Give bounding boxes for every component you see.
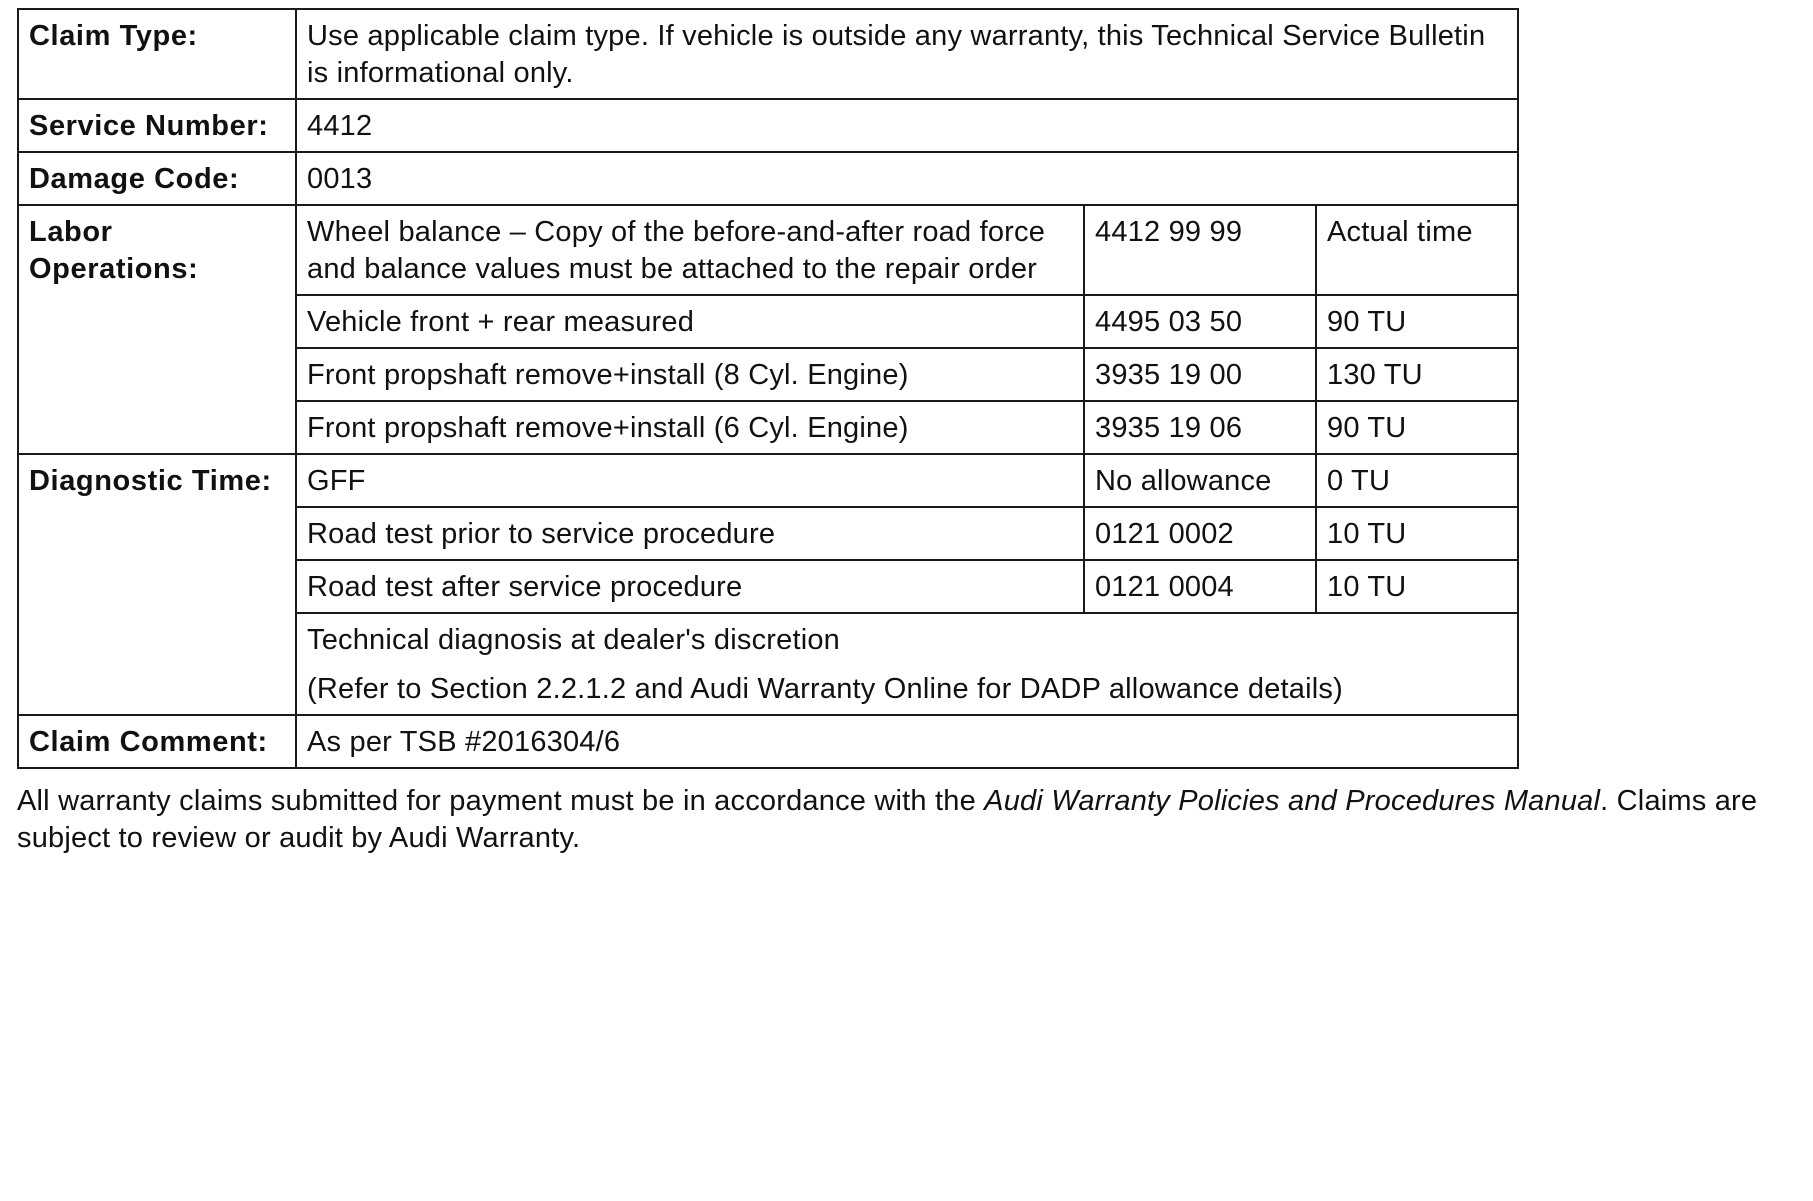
warranty-footer-note	[17, 783, 1797, 857]
claim-type-value: Use applicable claim type. If vehicle is outside any warranty, this Technical Service Bulletin is informational only.	[296, 9, 1518, 99]
claim-type-row	[18, 9, 1518, 99]
diagnostic-row	[18, 454, 1518, 507]
labor-code: 3935 19 00	[1084, 348, 1316, 401]
diagnostic-note-line1: Technical diagnosis at dealer's discretion	[307, 624, 841, 656]
diagnostic-time-label: Diagnostic Time:	[18, 454, 296, 715]
diagnostic-time: 10 TU	[1316, 507, 1518, 560]
diagnostic-description: Road test prior to service procedure	[296, 507, 1084, 560]
claim-table	[17, 8, 1519, 769]
claim-comment-value: As per TSB #2016304/6	[296, 715, 1518, 768]
labor-time: 130 TU	[1316, 348, 1518, 401]
labor-time: 90 TU	[1316, 295, 1518, 348]
claim-type-label: Claim Type:	[18, 9, 296, 99]
damage-code-value: 0013	[296, 152, 1518, 205]
diagnostic-code: 0121 0002	[1084, 507, 1316, 560]
diagnostic-code: 0121 0004	[1084, 560, 1316, 613]
labor-time: 90 TU	[1316, 401, 1518, 454]
diagnostic-note-line2: (Refer to Section 2.2.1.2 and Audi Warranty Online for DADP allowance details)	[307, 673, 1343, 705]
warranty-document	[17, 8, 1797, 886]
labor-description: Wheel balance – Copy of the before-and-after road force and balance values must be attached to the repair order	[296, 205, 1084, 295]
damage-code-label: Damage Code:	[18, 152, 296, 205]
footer-text-after: . Claims are subject to review or audit by Audi Warranty.	[17, 785, 1758, 854]
diagnostic-code: No allowance	[1084, 454, 1316, 507]
labor-description: Front propshaft remove+install (6 Cyl. Engine)	[296, 401, 1084, 454]
labor-row	[18, 205, 1518, 295]
labor-time: Actual time	[1316, 205, 1518, 295]
service-number-row	[18, 99, 1518, 152]
labor-code: 4495 03 50	[1084, 295, 1316, 348]
claim-comment-label: Claim Comment:	[18, 715, 296, 768]
diagnostic-description: GFF	[296, 454, 1084, 507]
diagnostic-note	[296, 613, 1518, 715]
diagnostic-time: 10 TU	[1316, 560, 1518, 613]
footer-manual-title: Audi Warranty Policies and Procedures Manual	[984, 785, 1601, 817]
labor-operations-label: Labor Operations:	[18, 205, 296, 454]
diagnostic-time: 0 TU	[1316, 454, 1518, 507]
labor-code: 3935 19 06	[1084, 401, 1316, 454]
labor-code: 4412 99 99	[1084, 205, 1316, 295]
service-number-value: 4412	[296, 99, 1518, 152]
diagnostic-description: Road test after service procedure	[296, 560, 1084, 613]
footer-text-before: All warranty claims submitted for payment must be in accordance with the	[17, 785, 985, 817]
service-number-label: Service Number:	[18, 99, 296, 152]
claim-comment-row	[18, 715, 1518, 768]
labor-description: Vehicle front + rear measured	[296, 295, 1084, 348]
damage-code-row	[18, 152, 1518, 205]
labor-description: Front propshaft remove+install (8 Cyl. Engine)	[296, 348, 1084, 401]
